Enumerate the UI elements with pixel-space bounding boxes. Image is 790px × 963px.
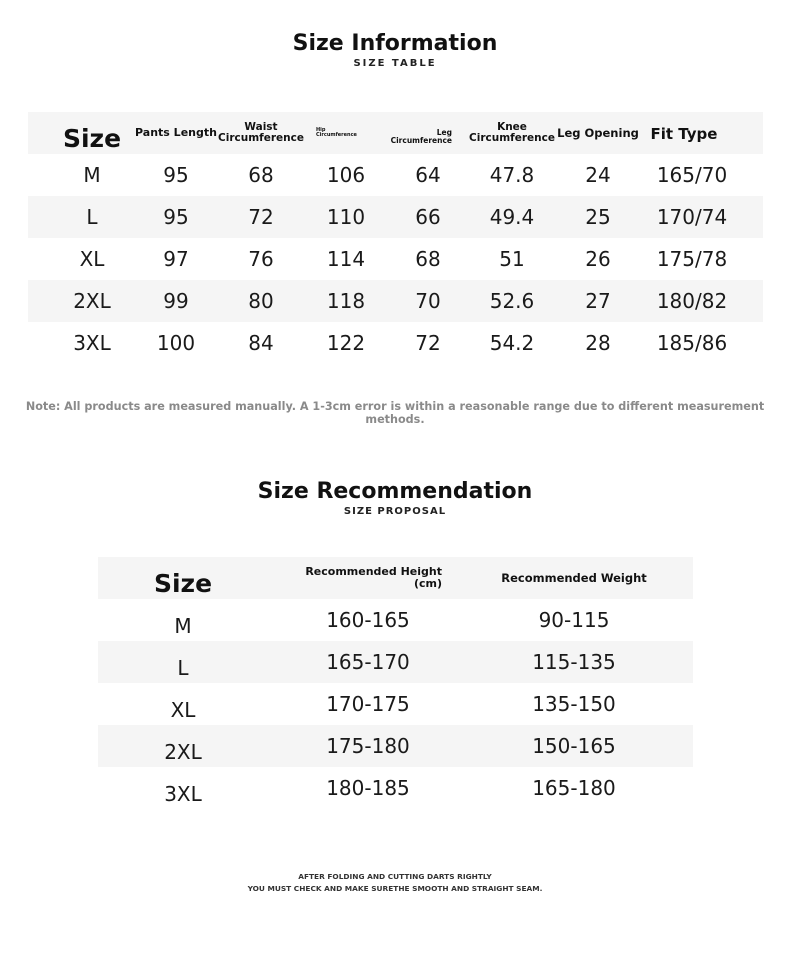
cell-pants-length: 99 — [163, 289, 189, 313]
cell-size: 3XL — [164, 782, 202, 806]
header-hip-circumference: Hip Circumference — [316, 126, 357, 138]
cell-knee: 47.8 — [489, 163, 535, 187]
cell-weight: 150-165 — [532, 734, 616, 758]
cell-fit-type: 175/78 — [656, 247, 728, 271]
table-row — [98, 599, 693, 641]
footer-instructions — [0, 871, 790, 895]
header-waist-circumference: Waist Circumference — [218, 120, 304, 144]
cell-size: 2XL — [73, 289, 111, 313]
cell-height: 180-185 — [326, 776, 410, 800]
size-table-subtitle: SIZE TABLE — [353, 58, 437, 69]
cell-size: L — [177, 656, 189, 680]
cell-waist: 84 — [248, 331, 274, 355]
table-row — [28, 238, 763, 280]
cell-leg: 70 — [415, 289, 441, 313]
header-fit-type: Fit Type — [650, 125, 718, 144]
cell-hip: 118 — [326, 289, 366, 313]
table-row — [28, 280, 763, 322]
cell-leg: 72 — [415, 331, 441, 355]
cell-fit-type: 180/82 — [656, 289, 728, 313]
cell-hip: 114 — [326, 247, 366, 271]
cell-height: 160-165 — [326, 608, 410, 632]
cell-pants-length: 95 — [163, 205, 189, 229]
cell-size: M — [174, 614, 192, 638]
header-size: Size — [153, 568, 213, 598]
cell-height: 170-175 — [326, 692, 410, 716]
cell-leg-opening: 27 — [585, 289, 611, 313]
header-recommended-height: Recommended Height (cm) — [305, 565, 442, 590]
cell-weight: 115-135 — [532, 650, 616, 674]
table-row — [98, 641, 693, 683]
cell-size: XL — [170, 698, 196, 722]
cell-knee: 49.4 — [489, 205, 535, 229]
cell-hip: 110 — [326, 205, 366, 229]
cell-height: 165-170 — [326, 650, 410, 674]
size-information-table — [28, 112, 763, 366]
cell-leg-opening: 25 — [585, 205, 611, 229]
cell-size: L — [86, 205, 98, 229]
cell-knee: 54.2 — [489, 331, 535, 355]
cell-pants-length: 100 — [156, 331, 196, 355]
table-row — [28, 322, 763, 364]
cell-fit-type: 165/70 — [656, 163, 728, 187]
cell-fit-type: 185/86 — [656, 331, 728, 355]
cell-waist: 68 — [248, 163, 274, 187]
cell-pants-length: 97 — [163, 247, 189, 271]
size-recommendation-title: Size Recommendation — [257, 479, 533, 504]
table-header-row — [98, 557, 693, 599]
header-knee-circumference: Knee Circumference — [469, 120, 555, 144]
header-leg-circumference: Leg Circumference — [390, 128, 452, 145]
size-proposal-subtitle: SIZE PROPOSAL — [343, 506, 447, 517]
cell-knee: 52.6 — [489, 289, 535, 313]
cell-leg-opening: 24 — [585, 163, 611, 187]
size-recommendation-table — [98, 557, 693, 811]
cell-leg: 66 — [415, 205, 441, 229]
table-row — [98, 767, 693, 809]
cell-weight: 90-115 — [538, 608, 610, 632]
cell-size: 3XL — [73, 331, 111, 355]
table-row — [28, 154, 763, 196]
footer-line-2: YOU MUST CHECK AND MAKE SURETHE SMOOTH AND STRAIGHT SEAM. — [247, 884, 543, 893]
size-information-title: Size Information — [292, 31, 498, 56]
cell-waist: 72 — [248, 205, 274, 229]
cell-fit-type: 170/74 — [656, 205, 728, 229]
cell-waist: 80 — [248, 289, 274, 313]
cell-weight: 165-180 — [532, 776, 616, 800]
header-size: Size — [62, 123, 122, 153]
cell-size: XL — [79, 247, 105, 271]
cell-leg-opening: 26 — [585, 247, 611, 271]
cell-waist: 76 — [248, 247, 274, 271]
cell-pants-length: 95 — [163, 163, 189, 187]
cell-weight: 135-150 — [532, 692, 616, 716]
table-row — [28, 196, 763, 238]
cell-knee: 51 — [499, 247, 525, 271]
table-row — [98, 725, 693, 767]
cell-size: 2XL — [164, 740, 202, 764]
header-pants-length: Pants Length — [135, 126, 217, 140]
cell-leg: 64 — [415, 163, 441, 187]
cell-height: 175-180 — [326, 734, 410, 758]
table-row — [98, 683, 693, 725]
cell-size: M — [83, 163, 101, 187]
cell-leg: 68 — [415, 247, 441, 271]
table-header-row — [28, 112, 763, 154]
cell-leg-opening: 28 — [585, 331, 611, 355]
header-recommended-weight: Recommended Weight — [501, 570, 647, 585]
cell-hip: 106 — [326, 163, 366, 187]
cell-hip: 122 — [326, 331, 366, 355]
footer-line-1: AFTER FOLDING AND CUTTING DARTS RIGHTLY — [298, 872, 492, 881]
measurement-note: Note: All products are measured manually. A 1-3cm error is within a reasonable range due to different measurement methods. — [25, 400, 765, 426]
header-leg-opening: Leg Opening — [557, 125, 639, 140]
